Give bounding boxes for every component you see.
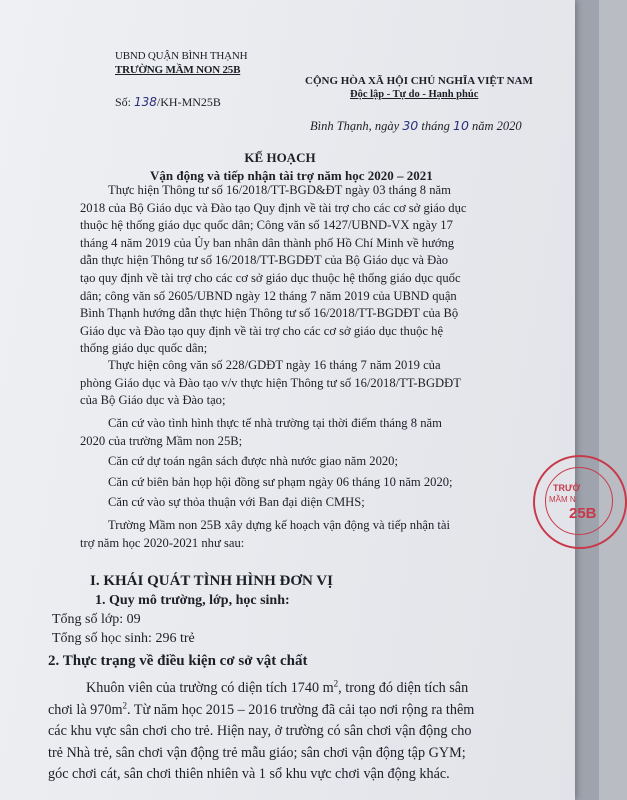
document-date xyxy=(310,118,522,134)
text-line: Thực hiện công văn số 228/GDĐT ngày 16 tháng 7 năm 2019 của xyxy=(108,358,441,372)
date-prefix: Bình Thạnh, ngày xyxy=(310,119,400,133)
text-line: Thực hiện Thông tư số 16/2018/TT-BGD&ĐT ngày 03 tháng 8 năm xyxy=(108,183,451,197)
date-mid: tháng xyxy=(421,119,450,133)
class-count: Tổng số lớp: 09 xyxy=(52,612,141,627)
text-line: tạo quy định về tài trợ cho các cơ sở giáo dục thuộc hệ thống giáo dục quốc xyxy=(80,270,461,285)
text-line: tháng 4 năm 2019 của Ủy ban nhân dân thành phố Hồ Chí Minh về hướng xyxy=(80,235,455,250)
text-line: Giáo dục và Đào tạo quy định về tài trợ cho các cơ sở giáo dục thuộc hệ xyxy=(80,323,444,338)
text-line: 2020 của trường Mầm non 25B; xyxy=(80,433,243,448)
text-line: 2018 của Bộ Giáo dục và Đào tạo Quy định về tài trợ cho các cơ sở giáo dục xyxy=(80,200,467,215)
document-subtitle: Vận động và tiếp nhận tài trợ năm học 2020 – 2021 xyxy=(150,168,433,183)
text-line: của Bộ Giáo dục và Đào tạo; xyxy=(80,393,226,408)
text-line: Bình Thạnh hướng dẫn thực hiện Thông tư số 16/2018/TT-BGDĐT của Bộ xyxy=(80,306,459,321)
reference-paragraphs xyxy=(80,357,550,410)
date-suffix: năm 2020 xyxy=(472,119,522,133)
school-name: TRƯỜNG MẦM NON 25B xyxy=(115,64,241,76)
text-line: trợ năm học 2020-2021 như sau: xyxy=(80,535,245,550)
text-line: trẻ Nhà trẻ, sân chơi vận động trẻ mẫu giáo; sân chơi vận động tập GYM; xyxy=(48,744,466,761)
basis-paragraphs xyxy=(80,415,550,552)
text-line: Căn cứ dự toán ngân sách được nhà nước giao năm 2020; xyxy=(108,454,398,469)
student-count: Tổng số học sinh: 296 trẻ xyxy=(52,631,195,646)
text-line: góc chơi cát, sân chơi thiên nhiên và 1 sổ khu vực chơi vận động khác. xyxy=(48,766,450,782)
national-motto: Độc lập - Tự do - Hạnh phúc xyxy=(350,89,479,100)
date-month-handwritten: 10 xyxy=(453,118,469,133)
agency-name: UBND QUẬN BÌNH THẠNH xyxy=(115,50,248,62)
ref-number-handwritten: 138 xyxy=(134,95,157,109)
seal-number: 25B xyxy=(569,505,597,522)
date-day-handwritten: 30 xyxy=(402,118,419,133)
text-line: các khu vực sân chơi cho trẻ. Hiện nay, ở trường có sân chơi vận động cho xyxy=(48,723,472,739)
text-line: Căn cứ vào tình hình thực tế nhà trường tại thời điểm tháng 8 năm xyxy=(108,416,442,430)
text-line: thống giáo dục quốc dân; xyxy=(80,341,208,356)
document-reference xyxy=(115,95,221,110)
text-line: dân; công văn số 2605/UBND ngày 12 tháng 7 năm 2019 của UBND quận xyxy=(80,288,457,303)
text-line: Khuôn viên của trường có diện tích 1740 $m^2$, trong đó diện tích sân xyxy=(86,678,469,696)
text-line: dẫn thực hiện Thông tư số 16/2018/TT-BGDĐT của Bộ Giáo dục và Đào xyxy=(80,253,449,268)
facility-text xyxy=(48,678,568,786)
ref-prefix: Số: xyxy=(115,95,132,109)
text-line: Căn cứ biên bản họp hội đồng sư phạm ngày 06 tháng 10 năm 2020; xyxy=(108,474,453,489)
subsection-heading: 1. Quy mô trường, lớp, học sinh: xyxy=(95,593,290,608)
section-heading: I. KHÁI QUÁT TÌNH HÌNH ĐƠN VỊ xyxy=(90,573,333,589)
text-line: Căn cứ vào sự thỏa thuận với Ban đại diện CMHS; xyxy=(108,495,365,510)
intro-text xyxy=(80,182,550,358)
official-seal-stamp xyxy=(533,455,627,549)
subsection-heading-facilities: 2. Thực trạng về điều kiện cơ sở vật chất xyxy=(48,653,308,669)
text-line: Trường Mầm non 25B xây dựng kế hoạch vận động và tiếp nhận tài xyxy=(108,517,450,532)
seal-text: TRƯỜ xyxy=(553,483,581,493)
text-line: chơi là $970m^2$. Từ năm học 2015 – 2016 trường đã cải tạo nơi rộng ra thêm xyxy=(48,699,475,718)
document-title: KẾ HOẠCH xyxy=(244,150,316,165)
text-line: thuộc hệ thống giáo dục quốc dân; Công văn số 1427/UBND-VX ngày 17 xyxy=(80,218,453,233)
seal-text: MẦM N xyxy=(549,495,576,504)
ref-suffix: /KH-MN25B xyxy=(156,95,221,109)
national-title: CỘNG HÒA XÃ HỘI CHỦ NGHĨA VIỆT NAM xyxy=(305,75,533,87)
text-line: phòng Giáo dục và Đào tạo v/v thực hiện Thông tư số 16/2018/TT-BGDĐT xyxy=(80,375,461,390)
